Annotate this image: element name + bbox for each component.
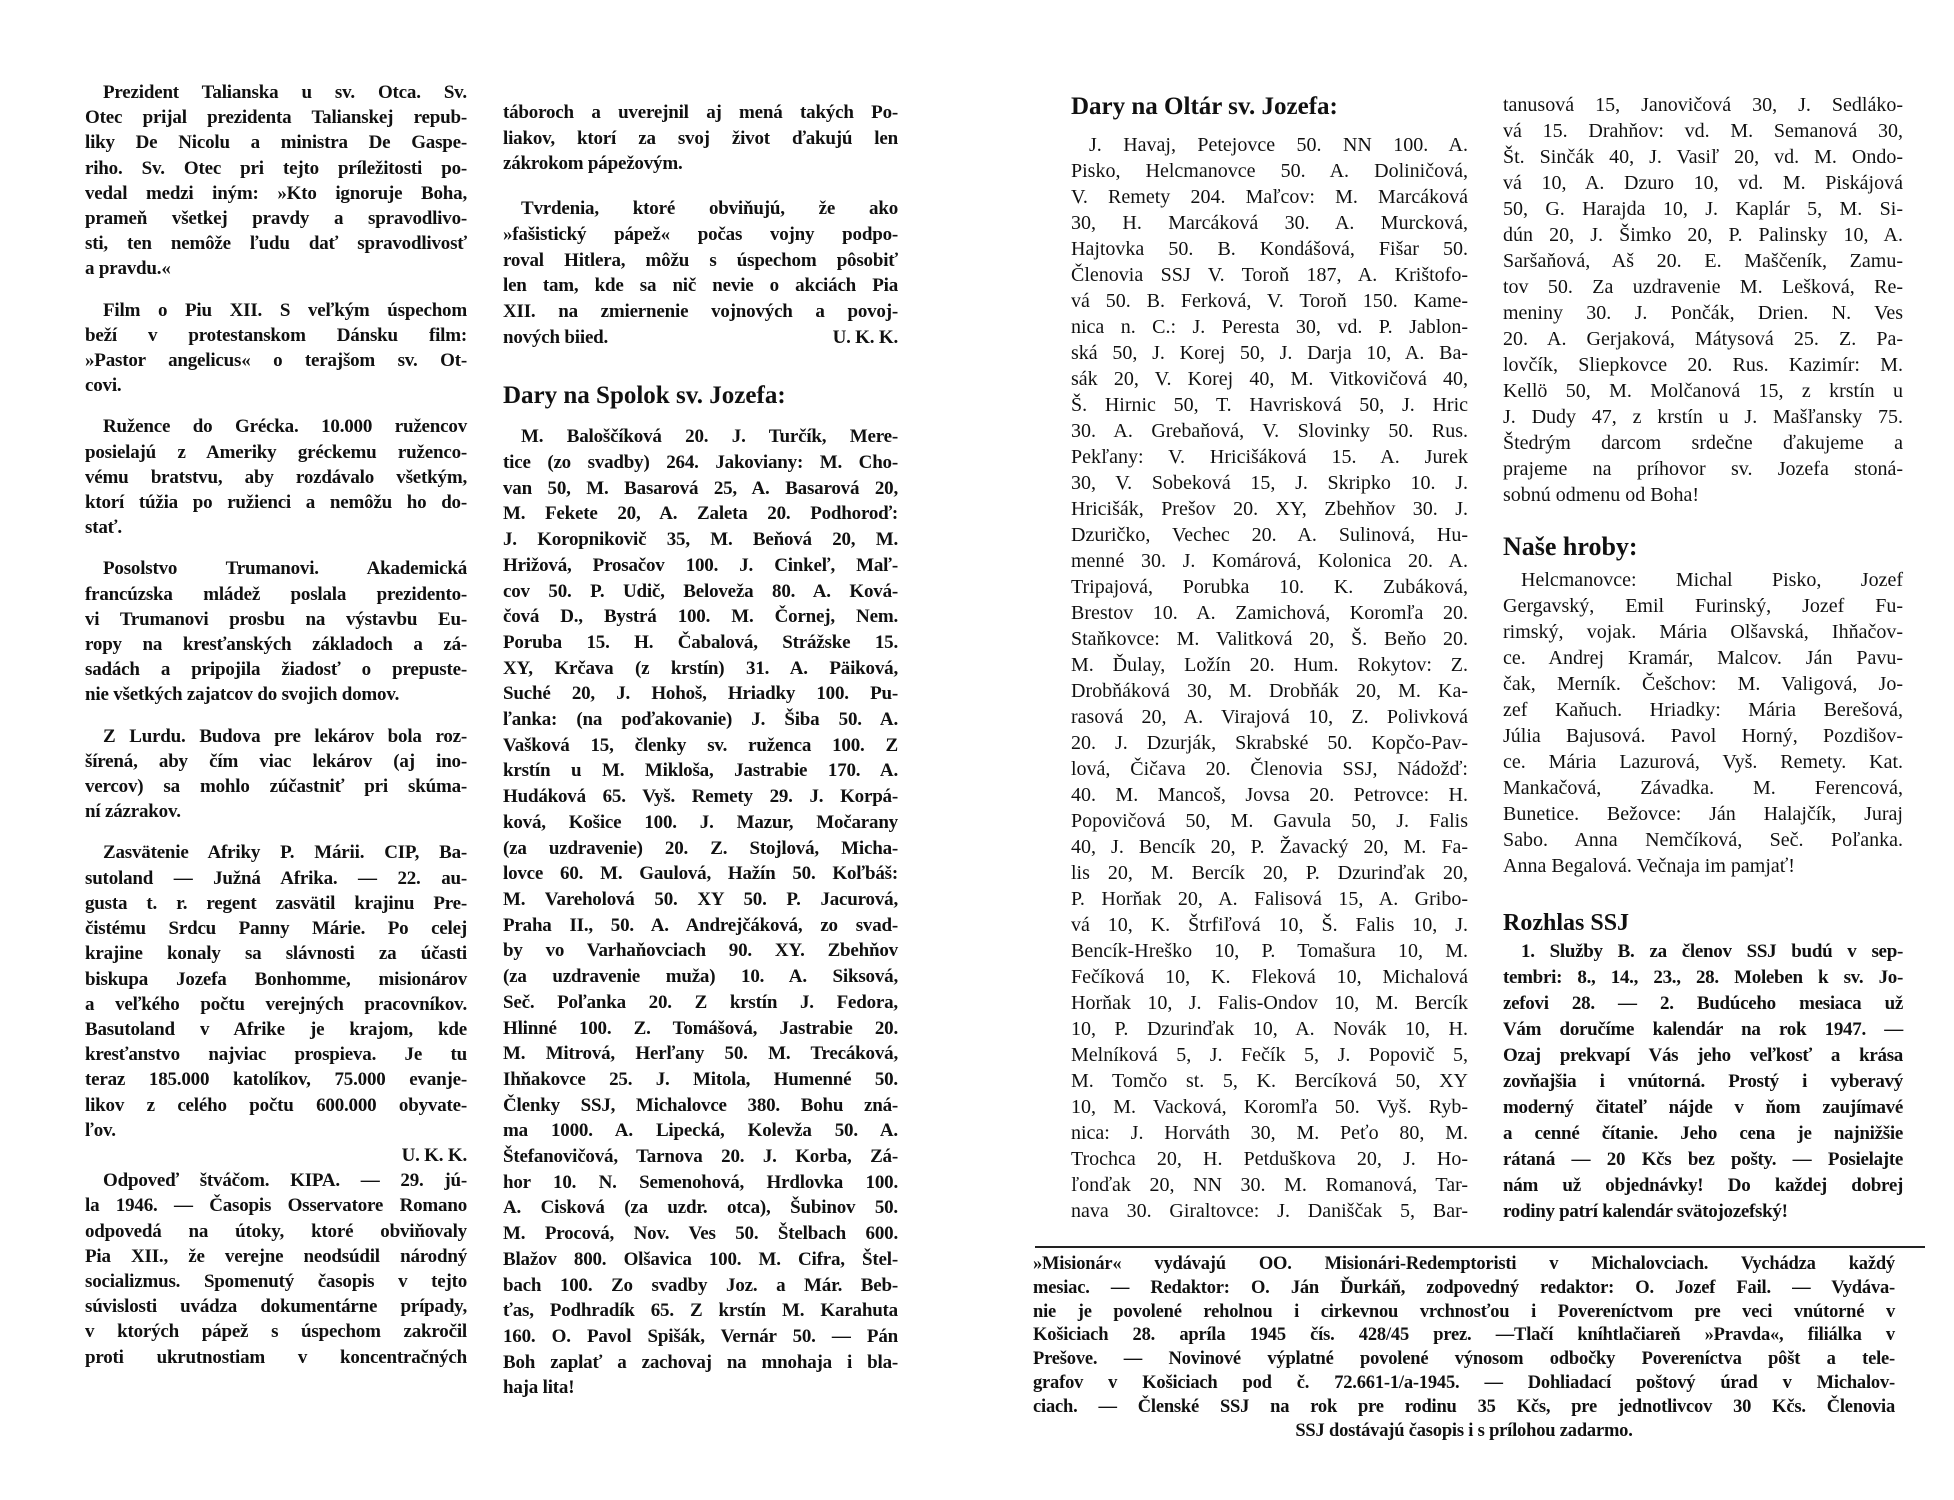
text-line: lová, Čičava 20. Členovia SSJ, Nádožď: — [1071, 758, 1468, 780]
text-line: Helcmanovce: Michal Pisko, Jozef — [1521, 569, 1903, 591]
text-line: Hrižová, Prosačov 100. J. Cinkeľ, Maľ- — [503, 554, 898, 576]
text-line: nám už objednávky! Do každej dobrej — [1503, 1175, 1903, 1196]
text-line: v ktorých pápež s úspechom zakročil — [85, 1321, 467, 1343]
text-line: Brestov 10. A. Zamichová, Koromľa 20. — [1071, 602, 1468, 624]
article-paragraph — [503, 424, 898, 1401]
text-line: lovčík, Sliepkovce 20. Rus. Kazimír: M. — [1503, 354, 1903, 376]
text-line: Zasvätenie Afriky P. Márii. CIP, Ba- — [103, 842, 467, 864]
section-heading: Dary na Spolok sv. Jozefa: — [503, 382, 786, 410]
author-signature: U. K. K. — [401, 1144, 467, 1166]
text-line: sutoland — Južná Afrika. — 22. au- — [85, 867, 467, 889]
text-line: riho. Sv. Otec pri tejto príležitosti po- — [85, 157, 467, 179]
text-line: francúzska mládež poslala prezidento- — [85, 583, 467, 605]
column-4 — [1503, 92, 1903, 1225]
text-line: Odpoveď štváčom. KIPA. — 29. jú- — [103, 1170, 467, 1192]
text-line: súvislosti uvádza dokumentárne prípady, — [85, 1296, 467, 1318]
text-line: a pravdu.« — [85, 258, 171, 280]
imprint-line: Prešove. — Novinové výplatné povolené výnosom odbočky Povereníctva pôšt a tele- — [1033, 1349, 1895, 1370]
text-line: bach 100. Zo svadby Joz. a Már. Beb- — [503, 1274, 898, 1296]
text-line: Poruba 15. H. Čabalová, Strážske 15. — [503, 631, 898, 653]
text-line: ľanka: (na poďakovanie) J. Šiba 50. A. — [503, 709, 898, 731]
article-paragraph — [503, 196, 898, 350]
text-line: nava 30. Giraltovce: J. Daniščak 5, Bar- — [1071, 1200, 1468, 1222]
text-line: posielajú z Ameriky gréckemu ruženco- — [85, 441, 467, 463]
text-line: J. Koropnikovič 35, M. Beňová 20, M. — [503, 529, 898, 551]
text-line: Fečíková 10, K. Fleková 10, Michalová — [1071, 966, 1468, 988]
imprint-line: mesiac. — Redaktor: O. Ján Ďurkáň, zodpovedný redaktor: O. Jozef Fail. — Vydáva- — [1033, 1277, 1895, 1298]
text-line: Bencík-Hreško 10, P. Tomašura 10, M. — [1071, 940, 1468, 962]
section-heading: Naše hroby: — [1503, 532, 1638, 561]
text-line: krstín u M. Mikloša, Jastrabie 170. A. — [503, 760, 898, 782]
text-line: Št. Sinčák 40, J. Vasiľ 20, vd. M. Ondo- — [1503, 146, 1903, 168]
text-line: kresťanstvo najviac prospieva. Je tu — [85, 1044, 467, 1066]
text-line: šírená, aby čím viac lekárov (aj ino- — [85, 750, 467, 772]
text-line: tembri: 8., 14., 23., 28. Moleben k sv. Jo- — [1503, 967, 1903, 988]
text-line: čová D., Bystrá 100. M. Čornej, Nem. — [503, 606, 898, 628]
text-line: vi Trumanovi prosbu na výstavbu Eu- — [85, 608, 467, 630]
text-line: M. Vareholová 50. XY 50. P. Jacurová, — [503, 888, 898, 910]
text-line-content: nových biied. — [503, 326, 609, 348]
text-line: lis 20, M. Bercík 20, P. Dzurinďak 20, — [1071, 862, 1468, 884]
text-line: P. Horňak 20, A. Falisová 15, A. Gribo- — [1071, 888, 1468, 910]
text-line: Hajtovka 50. B. Kondášová, Fišar 50. — [1071, 238, 1468, 260]
column-2 — [503, 100, 898, 1401]
text-line: Film o Piu XII. S veľkým úspechom — [103, 299, 467, 321]
text-line: XY, Krčava (z krstín) 31. A. Päiková, — [503, 657, 898, 679]
text-line: proti ukrutnostiam v koncentračných — [85, 1346, 467, 1368]
text-line: Gergavský, Emil Furinský, Jozef Fu- — [1503, 595, 1903, 617]
text-line: socializmus. Spomenutý časopis v tejto — [85, 1270, 467, 1292]
article-paragraph — [85, 556, 467, 707]
text-line: Boh zaplať a zachovaj na mnohaja i bla- — [503, 1351, 898, 1373]
text-line: M. Ďulay, Ložín 20. Hum. Rokytov: Z. — [1071, 654, 1468, 676]
text-line: Seč. Poľanka 20. Z krstín J. Fedora, — [503, 991, 898, 1013]
article-paragraph — [85, 724, 467, 825]
text-line: ľonďak 20, NN 30. M. Romanová, Tar- — [1071, 1174, 1468, 1196]
text-line: hor 10. N. Semenohová, Hrdlovka 100. — [503, 1171, 898, 1193]
imprint-line: grafov v Košiciach pod č. 72.661-1/a-1945. — Dohliadací poštový úrad v Michalov- — [1033, 1372, 1895, 1393]
text-line: Staňkovce: M. Valitková 20, Š. Beňo 20. — [1071, 628, 1468, 650]
text-line: tanusová 15, Janovičová 30, J. Sedláko- — [1503, 94, 1903, 116]
text-line: 20. J. Dzurják, Skrabské 50. Kopčo-Pav- — [1071, 732, 1468, 754]
article-paragraph — [1503, 92, 1903, 508]
text-line: M. Tomčo st. 5, K. Bercíková 50, XY — [1071, 1070, 1468, 1092]
text-line: Prezident Talianska u sv. Otca. Sv. — [103, 82, 467, 103]
text-line: 50, G. Harajda 10, J. Kaplár 5, M. Si- — [1503, 198, 1903, 220]
text-line: Hudáková 65. Vyš. Remety 29. J. Korpá- — [503, 786, 898, 808]
text-line: nie všetkých zajatcov do svojich domov. — [85, 684, 400, 706]
text-line: zovňajšia i vnútorná. Prostý i vyberavý — [1503, 1071, 1903, 1092]
text-line: Melníková 5, J. Fečík 5, J. Popovič 5, — [1071, 1044, 1468, 1066]
text-line: tov 50. Za uzdravenie M. Lešková, Re- — [1503, 276, 1903, 298]
text-line: Štefanovičová, Tarnova 20. J. Korba, Zá- — [503, 1146, 898, 1168]
text-line: Otec prijal prezidenta Talianskej repub- — [85, 107, 467, 129]
text-line: prameň všetkej pravdy a spravodlivo- — [85, 208, 467, 230]
text-line: Členky SSJ, Michalovce 380. Bohu zná- — [503, 1094, 898, 1116]
text-line: a veľkého počtu verejných pracovníkov. — [85, 993, 467, 1015]
text-line: V. Remety 204. Maľcov: M. Marcáková — [1071, 186, 1468, 208]
text-line: vedal medzi iným: »Kto ignoruje Boha, — [85, 182, 467, 204]
text-line: Vašková 15, členky sv. ruženca 100. Z — [503, 734, 898, 756]
text-line: Dzuričko, Vechec 20. A. Sulinová, Hu- — [1071, 524, 1468, 546]
text-line: moderný čitateľ nájde v ňom zaujímavé — [1503, 1097, 1903, 1118]
text-line: Štedrým darcom srdečne ďakujeme a — [1503, 432, 1903, 454]
text-line: liakov, ktorí za svoj život ďakujú len — [503, 127, 898, 149]
text-line: 20. A. Gerjaková, Mátysová 25. Z. Pa- — [1503, 328, 1903, 350]
text-line: 30. A. Grebaňová, V. Slovinky 50. Rus. — [1071, 420, 1468, 442]
text-line: Pekľany: V. Hricišáková 15. A. Jurek — [1071, 446, 1468, 468]
text-line: Posolstvo Trumanovi. Akademická — [103, 558, 467, 580]
article-paragraph — [1503, 567, 1903, 879]
text-line: beží v protestanskom Dánsku film: — [85, 324, 467, 346]
text-line: ce. Mária Lazurová, Vyš. Remety. Kat. — [1503, 751, 1903, 773]
text-line: rodiny patrí kalendár svätojozefský! — [1503, 1201, 1788, 1222]
article-paragraph — [1503, 939, 1903, 1225]
footer-divider — [1035, 1246, 1925, 1248]
text-line: lovce 60. M. Gaulová, Hažín 50. Koľbáš: — [503, 863, 898, 885]
text-line: tice (zo svadby) 264. Jakoviany: M. Cho- — [503, 452, 898, 474]
text-line: 40, J. Bencík 20, P. Žavacký 20, M. Fa- — [1071, 836, 1468, 858]
text-line: roval Hitlera, môžu s úspechom pôsobiť — [503, 249, 898, 271]
text-line: Členovia SSJ V. Toroň 187, A. Krištofo- — [1071, 264, 1468, 286]
text-line: ská 50, J. Korej 50, J. Darja 10, A. Ba- — [1071, 342, 1468, 364]
text-line: Saršaňová, Aš 20. E. Maščeník, Zamu- — [1503, 250, 1903, 272]
text-line: M. Mitrová, Herľany 50. M. Trecáková, — [503, 1043, 898, 1065]
text-line: ce. Andrej Kramár, Malcov. Ján Pavu- — [1503, 647, 1903, 669]
text-line: vá 15. Drahňov: vd. M. Semanová 30, — [1503, 120, 1903, 142]
text-line: ťas, Podhradík 65. Z krstín M. Karahuta — [503, 1300, 898, 1322]
text-line: Tripajová, Porubka 10. K. Zubáková, — [1071, 576, 1468, 598]
text-line: Pisko, Helcmanovce 50. A. Doliničová, — [1071, 160, 1468, 182]
text-line: (za uzdravenie muža) 10. A. Siksová, — [503, 966, 898, 988]
article-paragraph — [85, 414, 467, 540]
text-line: A. Cisková (za uzdr. otca), Šubinov 50. — [503, 1197, 898, 1219]
text-line: J. Dudy 47, z krstín u J. Mašľansky 75. — [1503, 406, 1903, 428]
text-line: 30, H. Marcáková 30. A. Murcková, — [1071, 212, 1468, 234]
text-line: ktorí túžia po ružienci a nemôžu ho do- — [85, 492, 467, 514]
text-line: liky De Nicolu a ministra De Gaspe- — [85, 132, 467, 154]
text-line: ní zázrakov. — [85, 801, 181, 823]
text-line: Hricišák, Prešov 20. XY, Zbehňov 30. J. — [1071, 498, 1468, 520]
text-line: nica n. C.: J. Peresta 30, vd. P. Jablon- — [1071, 316, 1468, 338]
text-line: ropy na kresťanských základoch a zá- — [85, 634, 467, 656]
text-line — [503, 325, 898, 351]
text-line: len tam, kde sa nič nevie o akciách Pia — [503, 275, 898, 297]
text-line: odpovedá na útoky, ktoré obviňovaly — [85, 1220, 467, 1242]
text-line: »fašistický pápež« počas vojny podpo- — [503, 223, 898, 245]
text-line: zákrokom pápežovým. — [503, 153, 683, 175]
column-3 — [1071, 92, 1468, 1224]
section-heading: Rozhlas SSJ — [1503, 910, 1630, 936]
text-line: sti, ten nemôže ľudu dať spravodlivosť — [85, 233, 467, 255]
text-line: Ozaj prekvapí Vás jeho veľkosť a krása — [1503, 1045, 1903, 1066]
text-line: gusta t. r. regent zasvätil krajinu Pre- — [85, 892, 467, 914]
text-line: M. Fekete 20, A. Zaleta 20. Podhoroď: — [503, 503, 898, 525]
text-line: J. Havaj, Petejovce 50. NN 100. A. — [1089, 134, 1468, 156]
text-line: Anna Begalová. Večnaja im pamjať! — [1503, 855, 1795, 877]
author-signature: U. K. K. — [832, 326, 898, 348]
imprint-line: ciach. — Členské SSJ na rok pre rodinu 35 Kčs, pre jednotlivcov 30 Kčs. Členovia — [1033, 1396, 1895, 1417]
article-paragraph — [85, 298, 467, 399]
text-line: teraz 185.000 katolíkov, 75.000 evanje- — [85, 1069, 467, 1091]
imprint-line: Košiciach 28. apríla 1945 čís. 428/45 prez. —Tlačí kníhtlačiareň »Pravda«, filiálka v — [1033, 1325, 1895, 1346]
text-line: vá 50. B. Ferková, V. Toroň 150. Kame- — [1071, 290, 1468, 312]
text-line: Horňak 10, J. Falis-Ondov 10, M. Bercík — [1071, 992, 1468, 1014]
text-line: Basutoland v Afrike je krajom, kde — [85, 1018, 467, 1040]
article-paragraph — [85, 80, 467, 282]
text-line: Hlinné 100. Z. Tomášová, Jastrabie 20. — [503, 1017, 898, 1039]
text-line: Ihňakovce 25. J. Mitola, Humenné 50. — [503, 1068, 898, 1090]
text-line: 10, P. Dzurinďak 10, A. Novák 10, H. — [1071, 1018, 1468, 1040]
text-line: la 1946. — Časopis Osservatore Romano — [85, 1195, 467, 1217]
text-line: meniny 30. J. Pončák, Drien. N. Ves — [1503, 302, 1903, 324]
text-line: Praha II., 50. A. Andrejčáková, zo svad- — [503, 914, 898, 936]
text-line: táboroch a uverejnil aj mená takých Po- — [503, 102, 898, 123]
text-line: krajine konaly sa slávnosti za účasti — [85, 943, 467, 965]
text-line: ľov. — [85, 1119, 116, 1141]
text-line: nica: J. Horváth 30, M. Peťo 80, M. — [1071, 1122, 1468, 1144]
text-line: by vo Varhaňovciach 90. XY. Zbehňov — [503, 940, 898, 962]
article-paragraph — [85, 840, 467, 1142]
text-line: Júlia Bajusová. Pavol Horný, Pozdišov- — [1503, 725, 1903, 747]
text-line: zefovi 28. — 2. Budúceho mesiaca už — [1503, 993, 1903, 1014]
text-line: vému bratstvu, aby rozdávalo všetkým, — [85, 466, 467, 488]
text-line: dún 20, J. Šimko 20, P. Palinsky 10, A. — [1503, 224, 1903, 246]
text-line: a cenné čítanie. Jeho cena je najnižšie — [1503, 1123, 1903, 1144]
imprint-line: SSJ dostávajú časopis i s prílohou zadarmo. — [1295, 1420, 1633, 1441]
text-line: ková, Košice 100. J. Mazur, Močarany — [503, 811, 898, 833]
text-line: van 50, M. Basarová 25, A. Basarová 20, — [503, 477, 898, 499]
text-line: 40. M. Mancoš, Jovsa 20. Petrovce: H. — [1071, 784, 1468, 806]
text-line: »Pastor angelicus« o terajšom sv. Ot- — [85, 350, 467, 372]
section-heading: Dary na Oltár sv. Jozefa: — [1071, 93, 1338, 120]
text-line: 10, M. Vacková, Koromľa 50. Vyš. Ryb- — [1071, 1096, 1468, 1118]
text-line: čistému Srdcu Panny Márie. Po celej — [85, 918, 467, 940]
text-line: (za uzdravenie) 20. Z. Stojlová, Micha- — [503, 837, 898, 859]
text-line: cov 50. P. Udič, Beloveža 80. A. Ková- — [503, 580, 898, 602]
text-line: M. Baloščíková 20. J. Turčík, Mere- — [521, 426, 898, 448]
text-line: stať. — [85, 517, 122, 539]
text-line: prajeme na príhovor sv. Jozefa stoná- — [1503, 458, 1903, 480]
text-line: Trochca 20, H. Petduškova 20, J. Ho- — [1071, 1148, 1468, 1170]
text-line: Drobňáková 30, M. Drobňák 20, M. Ka- — [1071, 680, 1468, 702]
text-line: Vám doručíme kalendár na rok 1947. — — [1503, 1019, 1903, 1040]
text-line: ma 1000. A. Lipecká, Kolevža 50. A. — [503, 1120, 898, 1142]
text-line: Pia XII., že verejne neodsúdil národný — [85, 1245, 467, 1267]
text-line: Suché 20, J. Hohoš, Hriadky 100. Pu- — [503, 683, 898, 705]
text-line: sák 20, V. Korej 40, M. Vitkovičová 40, — [1071, 368, 1468, 390]
text-line: Mankačová, Závadka. M. Ferencová, — [1503, 777, 1903, 799]
article-paragraph — [503, 100, 898, 177]
text-line: rátaná — 20 Kčs bez pošty. — Posielajte — [1503, 1149, 1903, 1170]
text-line: haja lita! — [503, 1377, 575, 1399]
article-paragraph — [85, 1168, 467, 1370]
text-line: Popovičová 50, M. Gavula 50, J. Falis — [1071, 810, 1468, 832]
article-paragraph — [1071, 132, 1468, 1224]
text-line: sobnú odmenu od Boha! — [1503, 484, 1700, 506]
text-line: 30, V. Sobeková 15, J. Skripko 10. J. — [1071, 472, 1468, 494]
text-line: Sabo. Anna Nemčíková, Seč. Poľanka. — [1503, 829, 1903, 851]
text-line: vá 10, K. Štrfiľová 10, Š. Falis 10, J. — [1071, 914, 1468, 936]
text-line: rimský, vojak. Mária Olšavská, Ihňačov- — [1503, 621, 1903, 643]
text-line: menné 30. J. Komárová, Kolonica 20. A. — [1071, 550, 1468, 572]
publisher-imprint — [1033, 1253, 1895, 1443]
text-line: M. Procová, Nov. Ves 50. Štelbach 600. — [503, 1223, 898, 1245]
text-line: Ružence do Grécka. 10.000 ružencov — [103, 416, 467, 438]
text-line: Blažov 800. Olšavica 100. M. Cifra, Štel- — [503, 1248, 898, 1270]
text-line: sadách a pripojila žiadosť o prepuste- — [85, 659, 467, 681]
imprint-line: »Misionár« vydávajú OO. Misionári-Redemptoristi v Michalovciach. Vychádza každý — [1033, 1254, 1895, 1274]
text-line: XII. na zmiernenie vojnových a povoj- — [503, 300, 898, 322]
imprint-line: nie je povolené reholnou i cirkevnou vrchnosťou i Povereníctvom pre veci vnútorné v — [1033, 1301, 1895, 1322]
text-line: čak, Merník. Češchov: M. Valigová, Jo- — [1503, 673, 1903, 695]
column-1 — [85, 80, 467, 1370]
text-line: Z Lurdu. Budova pre lekárov bola roz- — [103, 725, 467, 747]
text-line: vercov) sa mohlo zúčastniť pri skúma- — [85, 776, 467, 798]
text-line: likov z celého počtu 600.000 obyvate- — [85, 1094, 467, 1116]
text-line: 160. O. Pavol Spišák, Vernár 50. — Pán — [503, 1325, 898, 1347]
text-line: covi. — [85, 375, 122, 397]
text-line: rasová 20, A. Virajová 10, Z. Polivková — [1071, 706, 1468, 728]
text-line: Bunetice. Bežovce: Ján Halajčík, Juraj — [1503, 803, 1903, 825]
text-line: Kellö 50, M. Molčanová 15, z krstín u — [1503, 380, 1903, 402]
text-line: 1. Služby B. za členov SSJ budú v sep- — [1521, 941, 1903, 962]
text-line: vá 10, A. Dzuro 10, vd. M. Piskájová — [1503, 172, 1903, 194]
text-line: biskupa Jozefa Bonhomme, misionárov — [85, 968, 467, 990]
text-line: Tvrdenia, ktoré obviňujú, že ako — [521, 198, 898, 220]
text-line: Š. Hirnic 50, T. Havrisková 50, J. Hric — [1071, 394, 1468, 416]
text-line: zef Kaňuch. Hriadky: Mária Berešová, — [1503, 699, 1903, 721]
